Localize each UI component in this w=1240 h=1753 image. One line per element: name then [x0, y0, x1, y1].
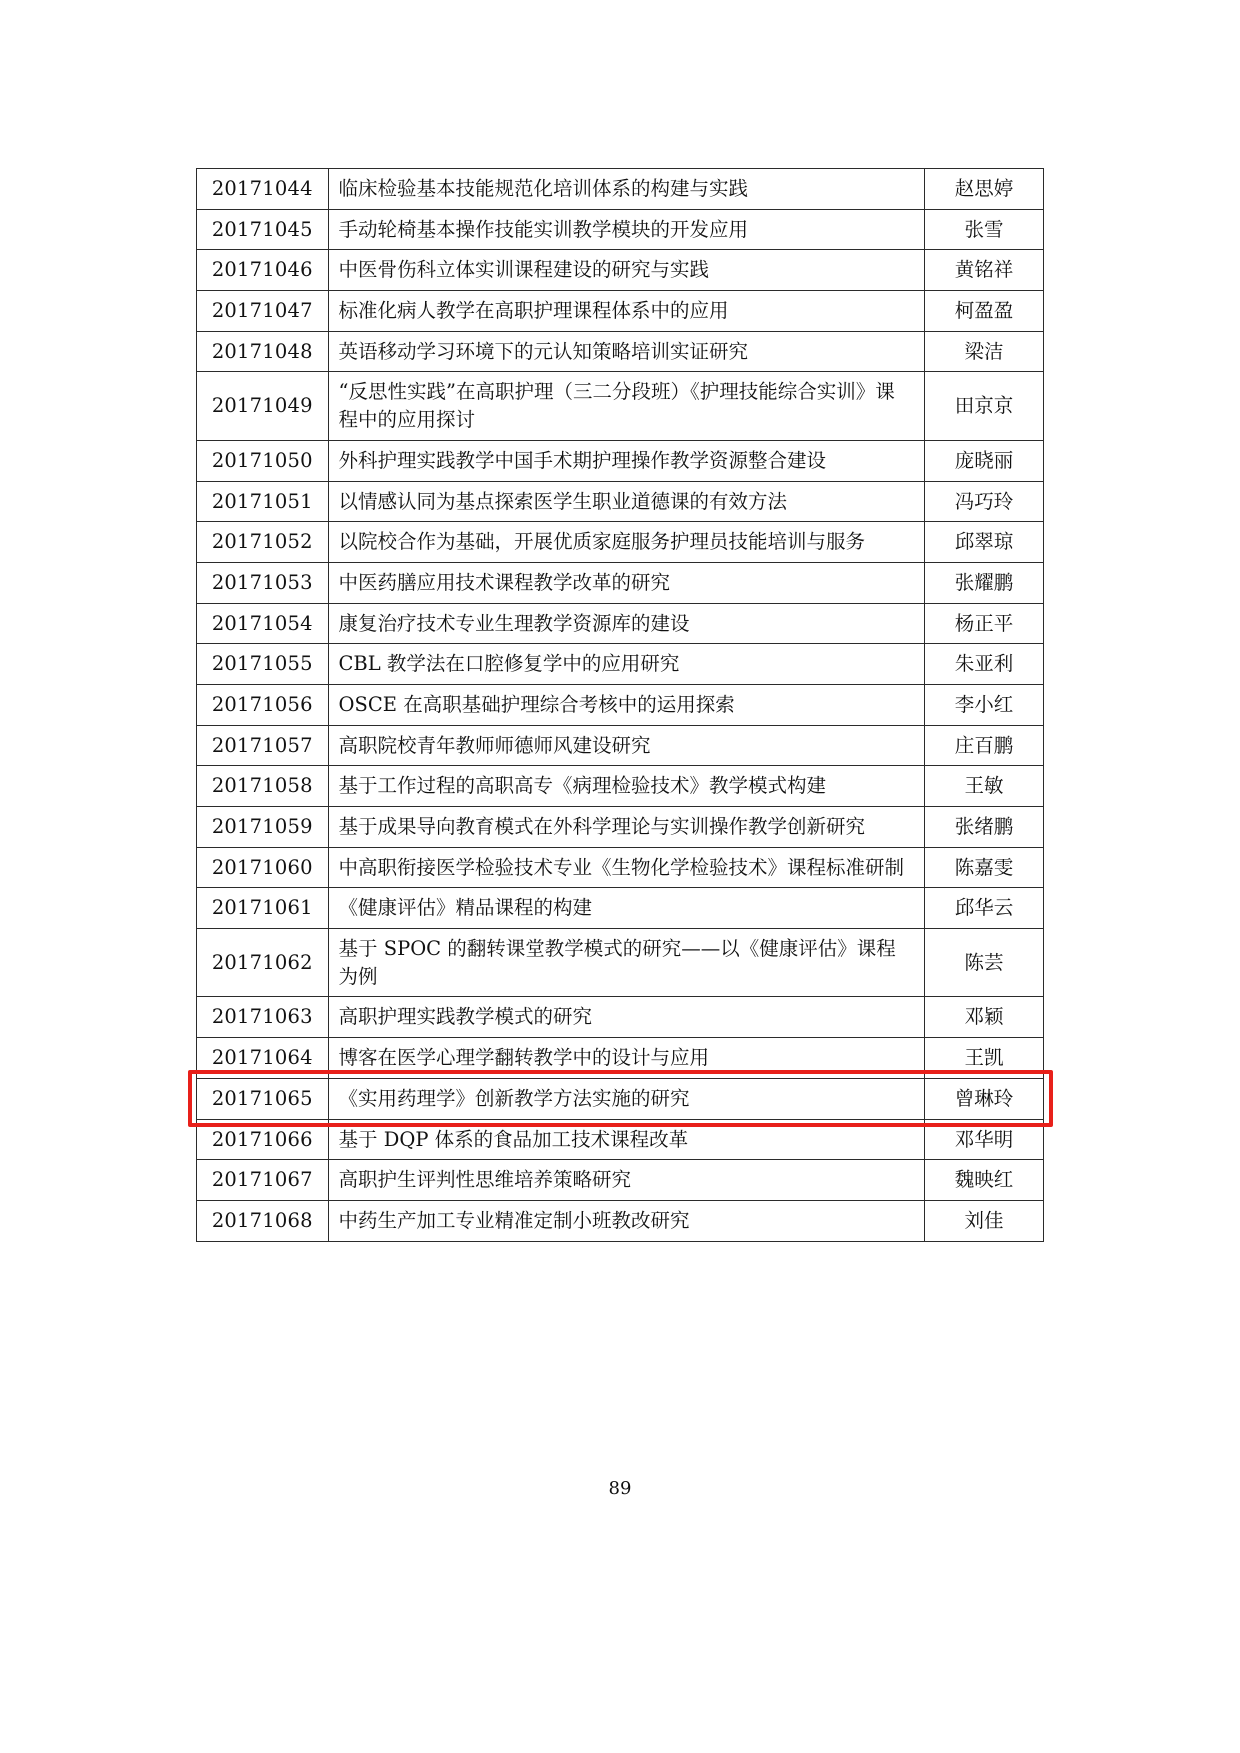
row-id: 20171060	[197, 847, 329, 888]
row-name: 王凯	[925, 1038, 1044, 1079]
row-title: 中医药膳应用技术课程教学改革的研究	[328, 562, 925, 603]
table-row	[197, 522, 1044, 563]
row-title: 《健康评估》精品课程的构建	[328, 888, 925, 929]
row-id: 20171045	[197, 209, 329, 250]
table-row	[197, 372, 1044, 440]
table-row	[197, 807, 1044, 848]
row-id: 20171050	[197, 440, 329, 481]
row-id: 20171055	[197, 644, 329, 685]
row-name: 王敏	[925, 766, 1044, 807]
row-id: 20171062	[197, 929, 329, 997]
row-id: 20171065	[197, 1078, 329, 1119]
row-id: 20171054	[197, 603, 329, 644]
row-title: 康复治疗技术专业生理教学资源库的建设	[328, 603, 925, 644]
row-id: 20171046	[197, 250, 329, 291]
table-row	[197, 888, 1044, 929]
row-id: 20171066	[197, 1119, 329, 1160]
row-name: 陈芸	[925, 929, 1044, 997]
row-name: 张耀鹏	[925, 562, 1044, 603]
table-row	[197, 250, 1044, 291]
row-title: OSCE 在高职基础护理综合考核中的运用探索	[328, 684, 925, 725]
row-name: 邓华明	[925, 1119, 1044, 1160]
row-name: 柯盈盈	[925, 291, 1044, 332]
row-title: 高职院校青年教师师德师风建设研究	[328, 725, 925, 766]
table-row	[197, 766, 1044, 807]
row-title: 高职护生评判性思维培养策略研究	[328, 1160, 925, 1201]
row-title: “反思性实践”在高职护理（三二分段班）《护理技能综合实训》课程中的应用探讨	[328, 372, 925, 440]
row-name: 邱翠琼	[925, 522, 1044, 563]
row-title: CBL 教学法在口腔修复学中的应用研究	[328, 644, 925, 685]
row-name: 邱华云	[925, 888, 1044, 929]
row-id: 20171049	[197, 372, 329, 440]
row-id: 20171044	[197, 169, 329, 210]
row-name: 陈嘉雯	[925, 847, 1044, 888]
row-name: 朱亚利	[925, 644, 1044, 685]
table-row	[197, 331, 1044, 372]
row-title: 标准化病人教学在高职护理课程体系中的应用	[328, 291, 925, 332]
row-title: 以院校合作为基础，开展优质家庭服务护理员技能培训与服务	[328, 522, 925, 563]
row-title: 中药生产加工专业精准定制小班教改研究	[328, 1200, 925, 1241]
table-row	[197, 1200, 1044, 1241]
row-name: 庞晓丽	[925, 440, 1044, 481]
table-row	[197, 603, 1044, 644]
row-title: 以情感认同为基点探索医学生职业道德课的有效方法	[328, 481, 925, 522]
table-row-highlighted	[197, 1078, 1044, 1119]
row-name: 田京京	[925, 372, 1044, 440]
table-row	[197, 562, 1044, 603]
row-id: 20171047	[197, 291, 329, 332]
row-name: 梁洁	[925, 331, 1044, 372]
row-name: 魏映红	[925, 1160, 1044, 1201]
table-row	[197, 440, 1044, 481]
project-table-body	[197, 169, 1044, 1242]
row-id: 20171057	[197, 725, 329, 766]
row-id: 20171058	[197, 766, 329, 807]
row-name: 冯巧玲	[925, 481, 1044, 522]
table-row	[197, 291, 1044, 332]
row-name: 黄铭祥	[925, 250, 1044, 291]
row-name: 李小红	[925, 684, 1044, 725]
row-title: 中医骨伤科立体实训课程建设的研究与实践	[328, 250, 925, 291]
row-id: 20171052	[197, 522, 329, 563]
table-row	[197, 209, 1044, 250]
row-id: 20171061	[197, 888, 329, 929]
row-title: 高职护理实践教学模式的研究	[328, 997, 925, 1038]
table-row	[197, 644, 1044, 685]
row-title: 外科护理实践教学中国手术期护理操作教学资源整合建设	[328, 440, 925, 481]
row-id: 20171068	[197, 1200, 329, 1241]
row-id: 20171059	[197, 807, 329, 848]
row-title: 基于 DQP 体系的食品加工技术课程改革	[328, 1119, 925, 1160]
row-id: 20171067	[197, 1160, 329, 1201]
row-id: 20171056	[197, 684, 329, 725]
row-id: 20171048	[197, 331, 329, 372]
table-row	[197, 169, 1044, 210]
row-id: 20171053	[197, 562, 329, 603]
table-row	[197, 481, 1044, 522]
row-title: 手动轮椅基本操作技能实训教学模块的开发应用	[328, 209, 925, 250]
row-title: 中高职衔接医学检验技术专业《生物化学检验技术》课程标准研制	[328, 847, 925, 888]
row-name: 张雪	[925, 209, 1044, 250]
row-id: 20171051	[197, 481, 329, 522]
row-name: 庄百鹏	[925, 725, 1044, 766]
project-table-container	[196, 168, 1044, 1242]
project-table	[196, 168, 1044, 1242]
row-title: 临床检验基本技能规范化培训体系的构建与实践	[328, 169, 925, 210]
row-id: 20171063	[197, 997, 329, 1038]
table-row	[197, 929, 1044, 997]
table-row	[197, 725, 1044, 766]
row-title: 基于工作过程的高职高专《病理检验技术》教学模式构建	[328, 766, 925, 807]
table-row	[197, 847, 1044, 888]
row-title: 基于 SPOC 的翻转课堂教学模式的研究——以《健康评估》课程为例	[328, 929, 925, 997]
row-title: 《实用药理学》创新教学方法实施的研究	[328, 1078, 925, 1119]
table-row	[197, 684, 1044, 725]
table-row	[197, 1038, 1044, 1079]
row-name: 邓颖	[925, 997, 1044, 1038]
table-row	[197, 997, 1044, 1038]
row-name: 杨正平	[925, 603, 1044, 644]
row-title: 英语移动学习环境下的元认知策略培训实证研究	[328, 331, 925, 372]
row-title: 基于成果导向教育模式在外科学理论与实训操作教学创新研究	[328, 807, 925, 848]
row-name: 刘佳	[925, 1200, 1044, 1241]
page-number: 89	[608, 1478, 632, 1499]
row-name: 赵思婷	[925, 169, 1044, 210]
row-name: 曾琳玲	[925, 1078, 1044, 1119]
row-id: 20171064	[197, 1038, 329, 1079]
table-row	[197, 1160, 1044, 1201]
row-name: 张绪鹏	[925, 807, 1044, 848]
table-row	[197, 1119, 1044, 1160]
row-title: 博客在医学心理学翻转教学中的设计与应用	[328, 1038, 925, 1079]
